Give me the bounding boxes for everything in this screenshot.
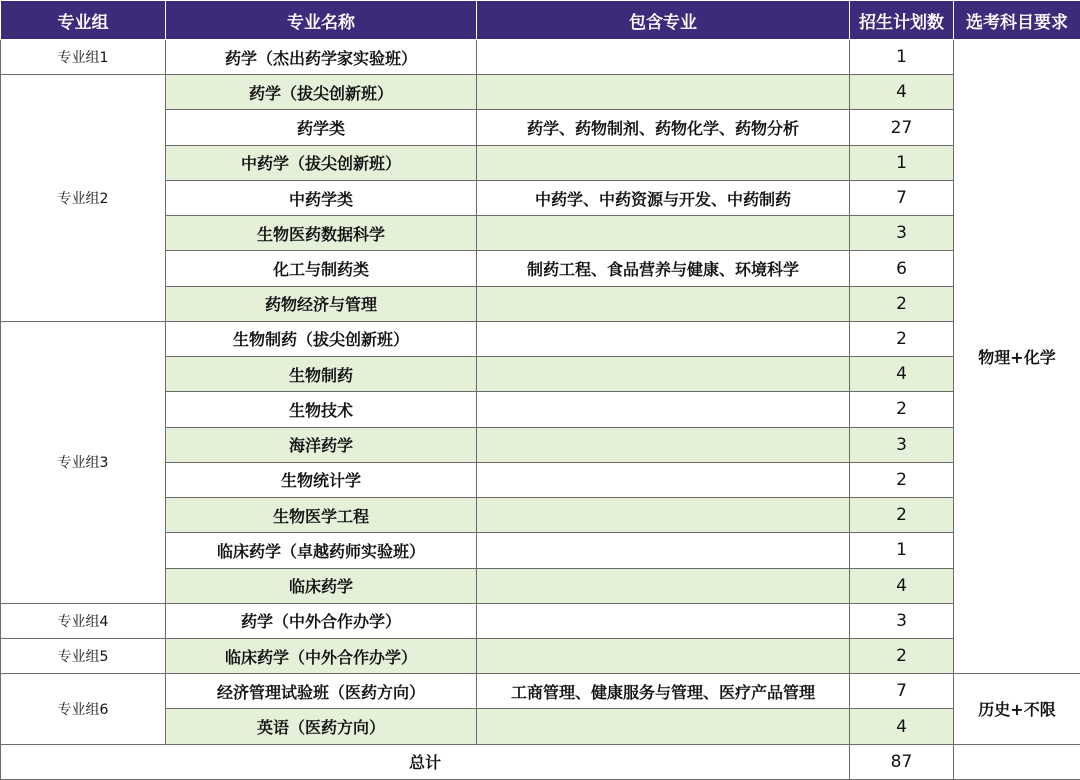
total-label: 总计 bbox=[1, 744, 850, 779]
header-includes: 包含专业 bbox=[477, 1, 850, 40]
table-row bbox=[1, 75, 1080, 110]
major-name: 生物技术 bbox=[166, 392, 477, 427]
included-majors bbox=[477, 603, 850, 638]
included-majors bbox=[477, 638, 850, 673]
plan-count: 1 bbox=[850, 40, 954, 75]
included-majors bbox=[477, 216, 850, 251]
major-name: 临床药学（中外合作办学） bbox=[166, 638, 477, 673]
included-majors bbox=[477, 427, 850, 462]
header-subjects: 选考科目要求 bbox=[954, 1, 1080, 40]
plan-count: 7 bbox=[850, 180, 954, 215]
major-name: 英语（医药方向） bbox=[166, 709, 477, 744]
plan-count: 2 bbox=[850, 638, 954, 673]
included-majors bbox=[477, 357, 850, 392]
group-cell: 专业组5 bbox=[1, 638, 166, 673]
included-majors bbox=[477, 533, 850, 568]
plan-count: 1 bbox=[850, 145, 954, 180]
subject-requirement: 物理+化学 bbox=[954, 40, 1080, 674]
major-name: 经济管理试验班（医药方向） bbox=[166, 674, 477, 709]
included-majors bbox=[477, 498, 850, 533]
included-majors: 药学、药物制剂、药物化学、药物分析 bbox=[477, 110, 850, 145]
group-cell: 专业组2 bbox=[1, 75, 166, 322]
major-name: 生物统计学 bbox=[166, 462, 477, 497]
table-row bbox=[1, 603, 1080, 638]
major-name: 药物经济与管理 bbox=[166, 286, 477, 321]
major-name: 化工与制药类 bbox=[166, 251, 477, 286]
major-name: 中药学类 bbox=[166, 180, 477, 215]
plan-count: 2 bbox=[850, 286, 954, 321]
major-name: 药学（中外合作办学） bbox=[166, 603, 477, 638]
plan-count: 1 bbox=[850, 533, 954, 568]
total-subject bbox=[954, 744, 1080, 779]
included-majors bbox=[477, 709, 850, 744]
plan-count: 3 bbox=[850, 216, 954, 251]
plan-count: 7 bbox=[850, 674, 954, 709]
group-cell: 专业组3 bbox=[1, 321, 166, 603]
major-name: 生物医学工程 bbox=[166, 498, 477, 533]
plan-count: 4 bbox=[850, 357, 954, 392]
major-name: 临床药学 bbox=[166, 568, 477, 603]
included-majors: 制药工程、食品营养与健康、环境科学 bbox=[477, 251, 850, 286]
included-majors bbox=[477, 568, 850, 603]
major-name: 生物制药 bbox=[166, 357, 477, 392]
plan-count: 6 bbox=[850, 251, 954, 286]
included-majors bbox=[477, 321, 850, 356]
total-row bbox=[1, 744, 1080, 779]
major-name: 药学类 bbox=[166, 110, 477, 145]
major-name: 临床药学（卓越药师实验班） bbox=[166, 533, 477, 568]
table-row bbox=[1, 674, 1080, 709]
header-name: 专业名称 bbox=[166, 1, 477, 40]
plan-count: 2 bbox=[850, 462, 954, 497]
included-majors bbox=[477, 392, 850, 427]
included-majors bbox=[477, 286, 850, 321]
table-row bbox=[1, 638, 1080, 673]
total-count: 87 bbox=[850, 744, 954, 779]
header-row bbox=[1, 1, 1080, 40]
plan-count: 2 bbox=[850, 498, 954, 533]
major-name: 海洋药学 bbox=[166, 427, 477, 462]
header-count: 招生计划数 bbox=[850, 1, 954, 40]
included-majors bbox=[477, 75, 850, 110]
plan-count: 3 bbox=[850, 603, 954, 638]
plan-count: 27 bbox=[850, 110, 954, 145]
included-majors bbox=[477, 145, 850, 180]
included-majors: 中药学、中药资源与开发、中药制药 bbox=[477, 180, 850, 215]
included-majors bbox=[477, 40, 850, 75]
header-group: 专业组 bbox=[1, 1, 166, 40]
plan-count: 4 bbox=[850, 709, 954, 744]
group-cell: 专业组1 bbox=[1, 40, 166, 75]
plan-count: 4 bbox=[850, 568, 954, 603]
plan-count: 2 bbox=[850, 321, 954, 356]
major-name: 生物医药数据科学 bbox=[166, 216, 477, 251]
major-name: 生物制药（拔尖创新班） bbox=[166, 321, 477, 356]
plan-count: 3 bbox=[850, 427, 954, 462]
major-name: 药学（杰出药学家实验班） bbox=[166, 40, 477, 75]
included-majors: 工商管理、健康服务与管理、医疗产品管理 bbox=[477, 674, 850, 709]
plan-count: 4 bbox=[850, 75, 954, 110]
subject-requirement: 历史+不限 bbox=[954, 674, 1080, 744]
group-cell: 专业组4 bbox=[1, 603, 166, 638]
group-cell: 专业组6 bbox=[1, 674, 166, 744]
major-name: 药学（拔尖创新班） bbox=[166, 75, 477, 110]
included-majors bbox=[477, 462, 850, 497]
plan-count: 2 bbox=[850, 392, 954, 427]
major-name: 中药学（拔尖创新班） bbox=[166, 145, 477, 180]
table-row bbox=[1, 40, 1080, 75]
table-row bbox=[1, 321, 1080, 356]
